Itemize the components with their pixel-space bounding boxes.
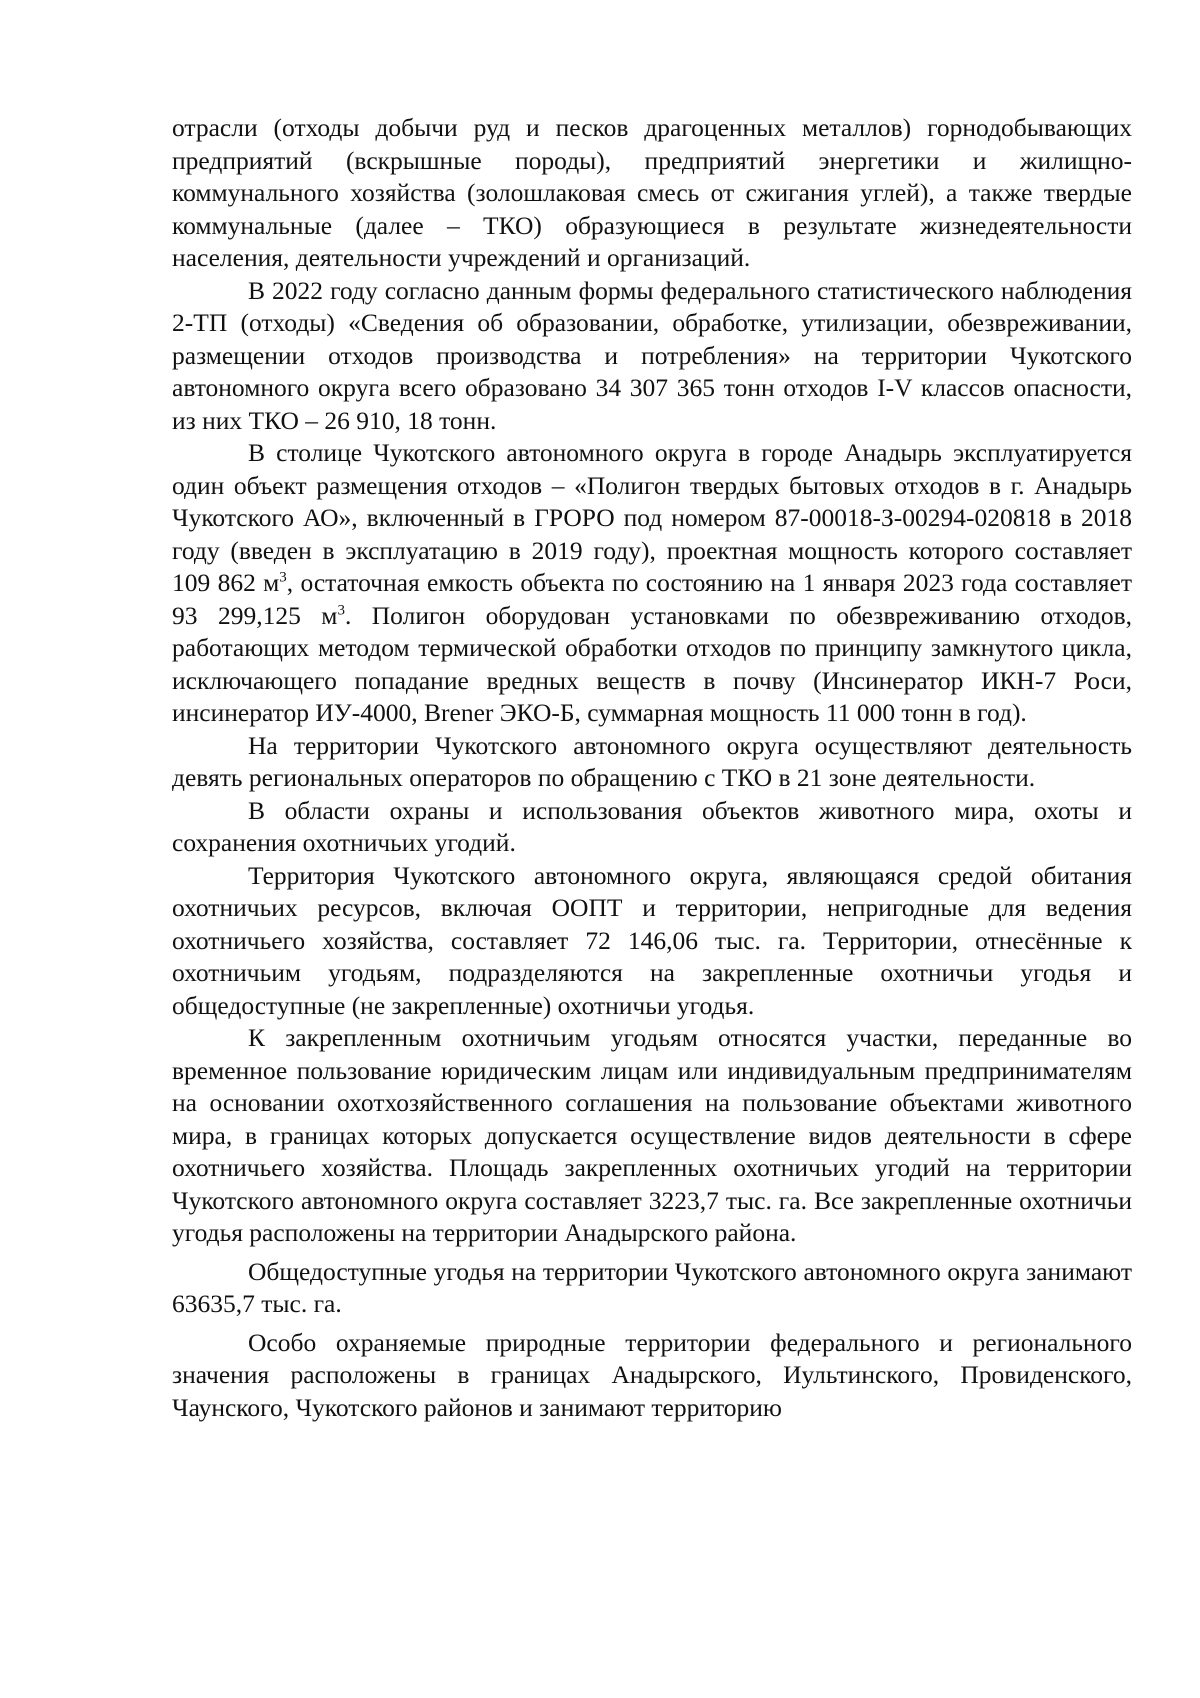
paragraph-protected-areas: Особо охраняемые природные территории федерального и регионального значения расположены в границах Анадырского, Иультинского, Провиденского, Чаунского, Чукотского районов и занимают территорию [172,1327,1132,1422]
landfill-text-part-1: В столице Чукотского автономного округа в городе Анадырь эксплуатируется один объект размещения отходов – «Полигон твердых бытовых отходов в г. Анадырь Чукотского АО», включенный в ГРОРО под номером 87-00018-З-00294-020818 в 2018 году (введен в эксплуатацию в 2019 году), проектная мощность которого составляет 109 862 м [172,438,1132,597]
superscript-cubic-1: 3 [279,569,287,586]
superscript-cubic-2: 3 [337,602,345,618]
paragraph-assigned-hunting-grounds: К закрепленным охотничьим угодьям относятся участки, переданные во временное пользование юридическим лицам или индивидуальным предпринимателям на основании охотхозяйственного соглашения на пользование объектами животного мира, в границах которых допускается осуществление видов деятельности в сфере охотничьего хозяйства. Площадь закрепленных охотничьих угодий на территории Чукотского автономного округа составляет 3223,7 тыс. га. Все закрепленные охотничьи угодья расположены на территории Анадырского района. [172,1023,1132,1247]
paragraph-regional-operators: На территории Чукотского автономного округа осуществляют деятельность девять региональных операторов по обращению с ТКО в 21 зоне деятельности. [172,730,1132,792]
paragraph-waste-statistics-2022: В 2022 году согласно данным формы федерального статистического наблюдения 2-ТП (отходы) «Сведения об образовании, обработке, утилизации, обезвреживании, размещении отходов производства и потребления» на территории Чукотского автономного округа всего образовано 34 307 365 тонн отходов I-V классов опасности, из них ТКО – 26 910, 18 тонн. [172,275,1132,435]
paragraph-hunting-territory: Территория Чукотского автономного округа, являющаяся средой обитания охотничьих ресурсов, включая ООПТ и территории, непригодные для ведения охотничьего хозяйства, составляет 72 146,06 тыс. га. Территории, отнесённые к охотничьим угодьям, подразделяются на закрепленные охотничьи угодья и общедоступные (не закрепленные) охотничьи угодья. [172,860,1132,1020]
paragraph-public-hunting-grounds: Общедоступные угодья на территории Чукотского автономного округа занимают 63635,7 тыс. га. [172,1256,1132,1318]
landfill-text-part-2: , остаточная емкость объекта по состоянию на 1 января 2023 года составляет 93 299,125 м [172,568,1132,630]
document-page [172,112,1132,1424]
paragraph-wildlife-heading: В области охраны и использования объектов животного мира, охоты и сохранения охотничьих угодий. [172,795,1132,857]
paragraph-waste-sources: отрасли (отходы добычи руд и песков драгоценных металлов) горнодобывающих предприятий (вскрышные породы), предприятий энергетики и жилищно-коммунального хозяйства (золошлаковая смесь от сжигания углей), а также твердые коммунальные (далее – ТКО) образующиеся в результате жизнедеятельности населения, деятельности учреждений и организаций. [172,113,1132,272]
paragraph-anadyr-landfill [172,437,1132,730]
landfill-text-part-3: . Полигон оборудован установками по обезвреживанию отходов, работающих методом термической обработки отходов по принципу замкнутого цикла, исключающего попадание вредных веществ в почву (Инсинератор ИКН-7 Роси, инсинератор ИУ-4000, Brener ЭКО-Б, суммарная мощность 11 000 тонн в год). [172,600,1132,727]
